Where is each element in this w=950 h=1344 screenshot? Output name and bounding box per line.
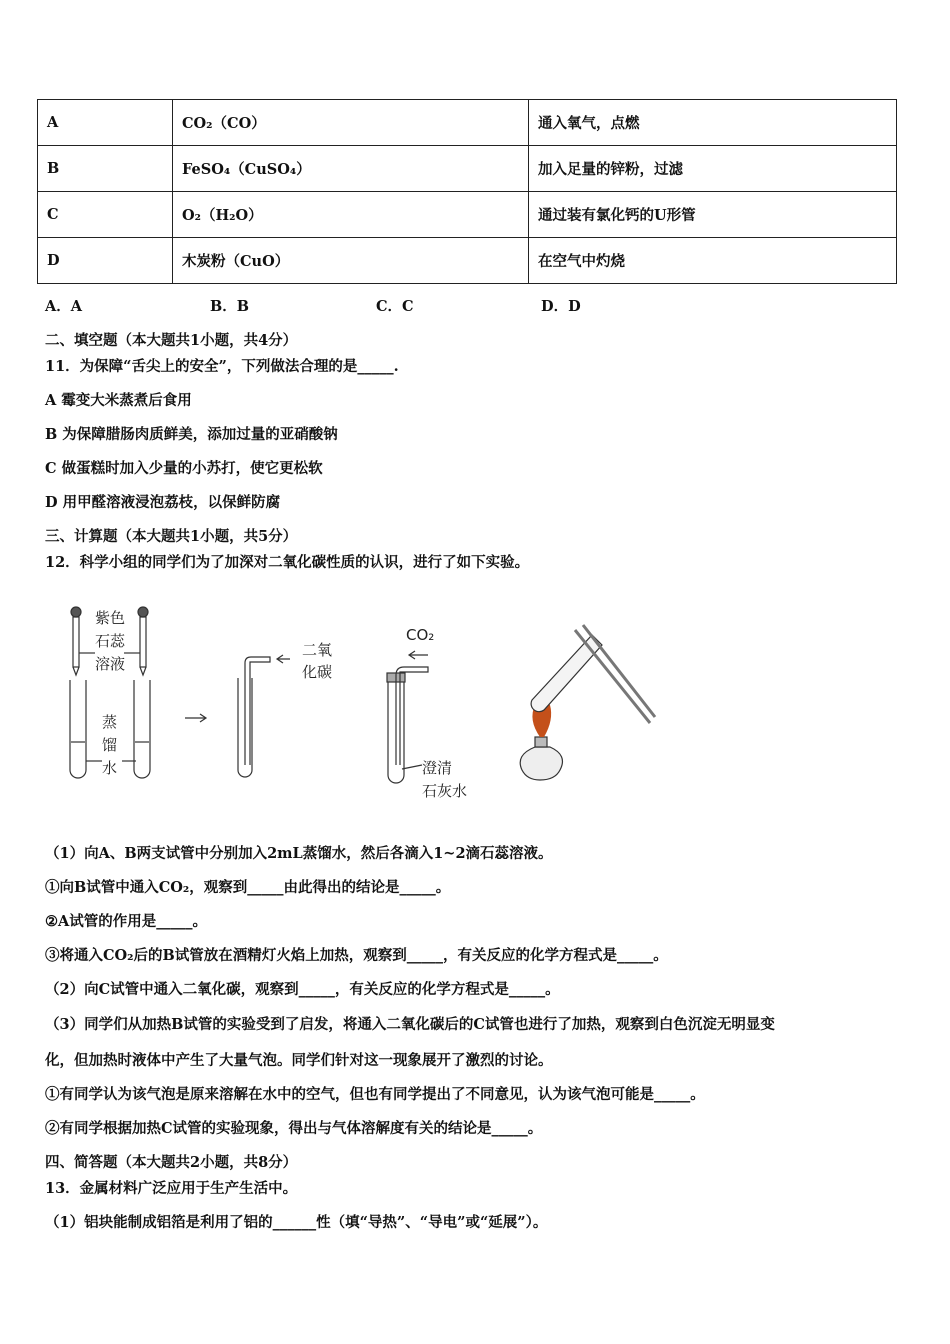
sub-question: 化，但加热时液体中产生了大量气泡。同学们针对这一现象展开了激烈的讨论。 xyxy=(45,1052,553,1069)
svg-text:化碳: 化碳 xyxy=(302,663,333,681)
alcohol-lamp-icon xyxy=(520,737,562,780)
section-heading: 二、填空题（本大题共1小题，共4分） xyxy=(45,332,298,349)
svg-text:石蕊: 石蕊 xyxy=(95,632,126,650)
svg-text:澄清: 澄清 xyxy=(422,759,453,777)
choice-d: D．D xyxy=(541,298,581,315)
option-text: D 用甲醛溶液浸泡荔枝，以保鲜防腐 xyxy=(45,494,281,511)
question-13: 13．金属材料广泛应用于生产生活中。 xyxy=(45,1180,298,1197)
sub-question: （1）铝块能制成铝箔是利用了铝的______性（填“导热”、“导电”或“延展”）。 xyxy=(45,1214,548,1231)
dropper-icon xyxy=(71,607,81,675)
table-row: C O₂（H₂O） 通过装有氯化钙的U形管 xyxy=(38,192,897,238)
question-12: 12．科学小组的同学们为了加深对二氧化碳性质的认识，进行了如下实验。 xyxy=(45,554,530,571)
arrow-icon xyxy=(185,714,206,722)
option-text: A 霉变大米蒸煮后食用 xyxy=(45,392,192,409)
sub-question: ②有同学根据加热C试管的实验现象，得出与气体溶解度有关的结论是_____。 xyxy=(45,1120,543,1137)
svg-text:水: 水 xyxy=(102,759,118,777)
sub-question: ①向B试管中通入CO₂，观察到_____由此得出的结论是_____。 xyxy=(45,879,451,896)
svg-text:二氧: 二氧 xyxy=(302,641,333,659)
svg-text:馏: 馏 xyxy=(102,736,118,754)
sub-question: ③将通入CO₂后的B试管放在酒精灯火焰上加热，观察到_____，有关反应的化学方程式是_____。 xyxy=(45,947,668,964)
choice-c: C．C xyxy=(376,298,414,315)
section-heading: 四、简答题（本大题共2小题，共8分） xyxy=(45,1154,298,1171)
test-tube-a xyxy=(70,680,86,778)
svg-text:紫色: 紫色 xyxy=(95,609,126,627)
sub-question: （2）向C试管中通入二氧化碳，观察到_____，有关反应的化学方程式是_____。 xyxy=(45,981,560,998)
svg-text:蒸: 蒸 xyxy=(102,713,118,731)
sub-question: （1）向A、B两支试管中分别加入2mL蒸馏水，然后各滴入1~2滴石蕊溶液。 xyxy=(45,845,553,862)
svg-text:石灰水: 石灰水 xyxy=(422,782,468,800)
choice-b: B．B xyxy=(210,298,250,315)
option-text: B 为保障腊肠肉质鲜美，添加过量的亚硝酸钠 xyxy=(45,426,338,443)
option-text: C 做蛋糕时加入少量的小苏打，使它更松软 xyxy=(45,460,323,477)
svg-text:溶液: 溶液 xyxy=(95,655,126,673)
options-table xyxy=(37,99,897,284)
table-row: A CO₂（CO） 通入氧气，点燃 xyxy=(38,100,897,146)
experiment-figure xyxy=(40,595,680,810)
table-row: B FeSO₄（CuSO₄） 加入足量的锌粉，过滤 xyxy=(38,146,897,192)
choice-a: A．A xyxy=(45,298,83,315)
question-11: 11．为保障“舌尖上的安全”，下列做法合理的是_____. xyxy=(45,358,399,375)
dropper-icon xyxy=(138,607,148,675)
test-tube-b xyxy=(134,680,150,778)
table-row: D 木炭粉（CuO） 在空气中灼烧 xyxy=(38,238,897,284)
svg-text:CO₂: CO₂ xyxy=(406,626,435,644)
section-heading: 三、计算题（本大题共1小题，共5分） xyxy=(45,528,298,545)
sub-question: ①有同学认为该气泡是原来溶解在水中的空气，但也有同学提出了不同意见，认为该气泡可能是_____。 xyxy=(45,1086,705,1103)
test-tube-heated xyxy=(531,635,602,712)
sub-question: ②A试管的作用是_____。 xyxy=(45,913,207,930)
sub-question: （3）同学们从加热B试管的实验受到了启发，将通入二氧化碳后的C试管也进行了加热，观察到白色沉淀无明显变 xyxy=(45,1016,775,1033)
